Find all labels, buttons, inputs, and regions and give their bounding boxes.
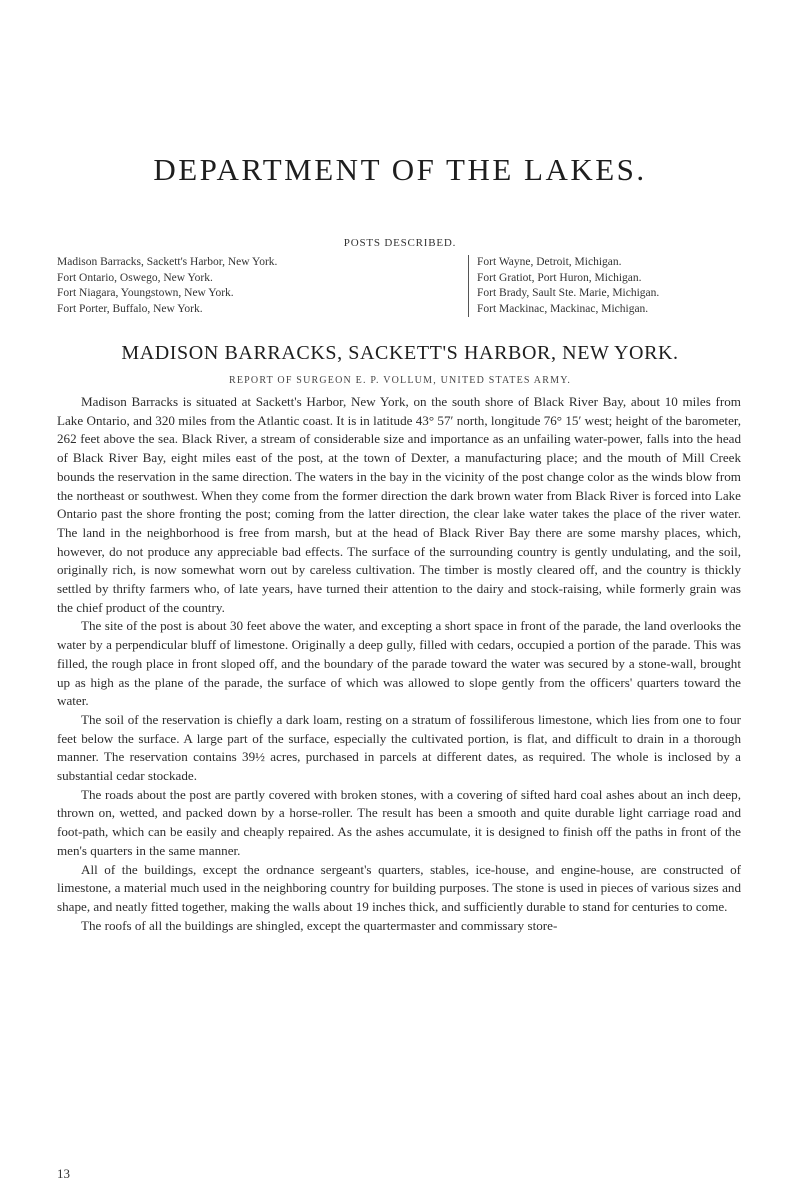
- post-entry: Fort Mackinac, Mackinac, Michigan.: [477, 302, 649, 315]
- post-entry: Madison Barracks, Sackett's Harbor, New York.: [57, 256, 278, 268]
- paragraph: Madison Barracks is situated at Sackett's Harbor, New York, on the south shore of Black River Bay, about 10 miles from Lake Ontario, and 320 miles from the Atlantic coast. It is in latitude 43° 57′ north, longitude 76° 15′ west; height of the barometer, 262 feet above the sea. Black River, a stream of considerable size and importance as an unfailing water-power, falls into the head of Black River Bay, eight miles east of the post, at the town of Dexter, a manufacturing place; and the mouth of Mill Creek bounds the reservation in the same direction. The waters in the bay in the vicinity of the post change color as the winds blow from the northeast or southwest. When they come from the former direction the dark brown water from Black River is forced into Lake Ontario past the shore fronting the post; coming from the latter direction, the clear lake water takes the place of the river water. The land in the neighborhood is free from marsh, but at the head of Black River Bay there are some marshy places, which, however, do not produce any appreciable bad effects. The surface of the surrounding country is gently undulating, and the soil, originally rich, is now somewhat worn out by careless cultivation. The timber is mostly cleared off, and the country is thickly settled by thrifty farmers who, of late years, have turned their attention to the dairy and stock-raising, while formerly grain was the chief product of the country.: [57, 394, 741, 615]
- posts-heading: POSTS DESCRIBED.: [343, 237, 457, 249]
- page-title: DEPARTMENT OF THE LAKES.: [153, 152, 647, 187]
- section-title: MADISON BARRACKS, SACKETT'S HARBOR, NEW YORK.: [121, 342, 679, 364]
- page-number: 13: [57, 1166, 70, 1181]
- paragraph: The soil of the reservation is chiefly a dark loam, resting on a stratum of fossiliferous limestone, which lies from one to four feet below the surface. A large part of the surface, especially the cultivated portion, is flat, and difficult to drain in a thorough manner. The reservation contains 39½ acres, purchased in parcels at different dates, as required. The whole is inclosed by a substantial cedar stockade.: [57, 711, 741, 784]
- paragraph: The roofs of all the buildings are shingled, except the quartermaster and commissary store-: [81, 917, 558, 933]
- post-entry: Fort Brady, Sault Ste. Marie, Michigan.: [477, 287, 660, 300]
- post-entry: Fort Niagara, Youngstown, New York.: [57, 287, 234, 300]
- paragraph: All of the buildings, except the ordnance sergeant's quarters, stables, ice-house, and engine-house, are constructed of limestone, a material much used in the neighboring country for building purposes. The stone is used in pieces of various sizes and shape, and neatly fitted together, making the walls about 19 inches thick, and sufficiently durable to stand for centuries to come.: [57, 861, 741, 914]
- posts-list-right: [468, 255, 659, 317]
- post-entry: Fort Gratiot, Port Huron, Michigan.: [477, 271, 642, 284]
- report-byline: REPORT OF SURGEON E. P. VOLLUM, UNITED STATES ARMY.: [228, 375, 572, 386]
- post-entry: Fort Porter, Buffalo, New York.: [57, 302, 203, 315]
- paragraph: The site of the post is about 30 feet above the water, and excepting a short space in front of the parade, the land overlooks the water by a perpendicular bluff of limestone. Originally a deep gully, filled with cedars, occupied a portion of the parade. This was filled, the rough place in front sloped off, and the boundary of the parade toward the water was secured by a stone-wall, brought up as high as the plane of the parade, the surface of which was allowed to slope gently from the officers' quarters toward the water.: [57, 618, 741, 709]
- body-text: [57, 393, 741, 935]
- posts-list-left: [57, 255, 277, 317]
- post-entry: Fort Wayne, Detroit, Michigan.: [477, 256, 622, 268]
- post-entry: Fort Ontario, Oswego, New York.: [57, 271, 213, 284]
- paragraph: The roads about the post are partly covered with broken stones, with a covering of sifted hard coal ashes about an inch deep, thrown on, wetted, and packed down by a horse-roller. The result has been a smooth and quite durable light carriage road and foot-path, which can be easily and cheaply repaired. As the ashes accumulate, it is designed to finish off the paths in front of the men's quarters in the same manner.: [57, 786, 741, 858]
